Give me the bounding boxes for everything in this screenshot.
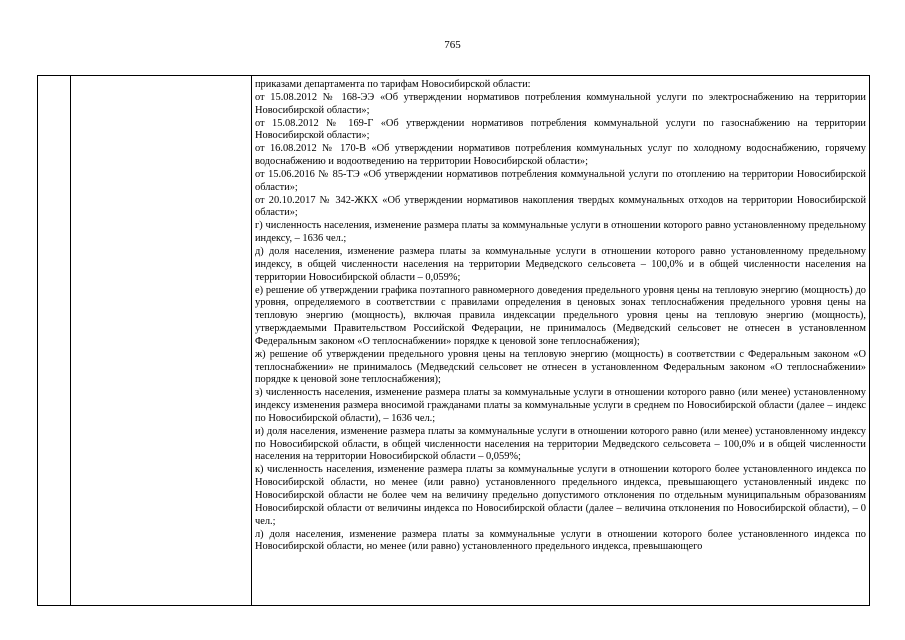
paragraph: л) доля населения, изменение размера платы за коммунальные услуги в отношении которого более установленного индекса по Новосибирской области, но менее (или равно) установленного предельного индекса, превышающего [255, 528, 866, 553]
paragraph: е) решение об утверждении графика поэтапного равномерного доведения предельного уровня цены на тепловую энергию (мощность) до уровня, определяемого в соответствии с правилами определения в ценовых зонах теплоснабжения предельного уровня цены на тепловую энергию (мощность), включая правила индексации предельного уровня цены на тепловую энергию (мощность), утверждаемыми Правительством Российской Федерации, не принималось (Медведский сельсовет не отнесен в установленном Федеральным законом «О теплоснабжении» порядке к ценовой зоне теплоснабжения); [255, 284, 866, 347]
table-cell-title [71, 76, 252, 606]
paragraph: г) численность населения, изменение размера платы за коммунальные услуги в отношении которого равно установленному предельному индексу, – 1636 чел.; [255, 220, 866, 245]
paragraph-list [255, 79, 866, 554]
paragraph: и) доля населения, изменение размера платы за коммунальные услуги в отношении которого равно (или менее) установленному индексу по Новосибирской области, в общей численности населения на территории Медведского сельсовета – 100,0% и в общей численности населения на территории Новосибирской области – 0,059%; [255, 425, 866, 463]
table-row [38, 76, 870, 606]
paragraph: д) доля населения, изменение размера платы за коммунальные услуги в отношении которого равно установленному предельному индексу, в общей численности населения на территории Медведского сельсовета – 100,0% и в общей численности населения на территории Новосибирской области – 0,059%; [255, 245, 866, 283]
paragraph: ж) решение об утверждении предельного уровня цены на тепловую энергию (мощность) в соответствии с Федеральным законом «О теплоснабжении» не принималось (Медведский сельсовет не отнесен в установленном Федеральным законом «О теплоснабжении» порядке к ценовой зоне теплоснабжения); [255, 348, 866, 386]
paragraph: от 20.10.2017 № 342-ЖКХ «Об утверждении нормативов накопления твердых коммунальных отходов на территории Новосибирской области»; [255, 194, 866, 219]
paragraph: приказами департамента по тарифам Новосибирской области: [255, 79, 531, 90]
paragraph: к) численность населения, изменение размера платы за коммунальные услуги в отношении которого более установленного индекса по Новосибирской области, но менее (или равно) установленного предельного индекса, превышающего установленный индекс по Новосибирской области не более чем на величину предельно допустимого отклонения по отдельным муниципальным образованиям Новосибирской области от величины индекса по Новосибирской области (далее – величина отклонения по Новосибирской области), – 0 чел.; [255, 464, 866, 527]
paragraph: от 15.08.2012 № 169-Г «Об утверждении нормативов потребления коммунальной услуги по газоснабжению на территории Новосибирской области»; [255, 117, 866, 142]
document-table [37, 75, 870, 606]
paragraph: от 15.08.2012 № 168-ЭЭ «Об утверждении нормативов потребления коммунальной услуги по электроснабжению на территории Новосибирской области»; [255, 91, 866, 116]
paragraph: от 15.06.2016 № 85-ТЭ «Об утверждении нормативов потребления коммунальной услуги по отоплению на территории Новосибирской области»; [255, 168, 866, 193]
table-cell-text [252, 76, 870, 606]
paragraph: от 16.08.2012 № 170-В «Об утверждении нормативов потребления коммунальных услуг по холодному водоснабжению, горячему водоснабжению и водоотведению на территории Новосибирской области»; [255, 143, 866, 168]
paragraph: з) численность населения, изменение размера платы за коммунальные услуги в отношении которого равно (или менее) установленному индексу изменения размера вносимой гражданами платы за коммунальные услуги в среднем по Новосибирской области (далее – индекс по Новосибирской области), – 1636 чел.; [255, 387, 866, 424]
page-number: 765 [444, 39, 461, 51]
table-cell-number [38, 76, 71, 606]
